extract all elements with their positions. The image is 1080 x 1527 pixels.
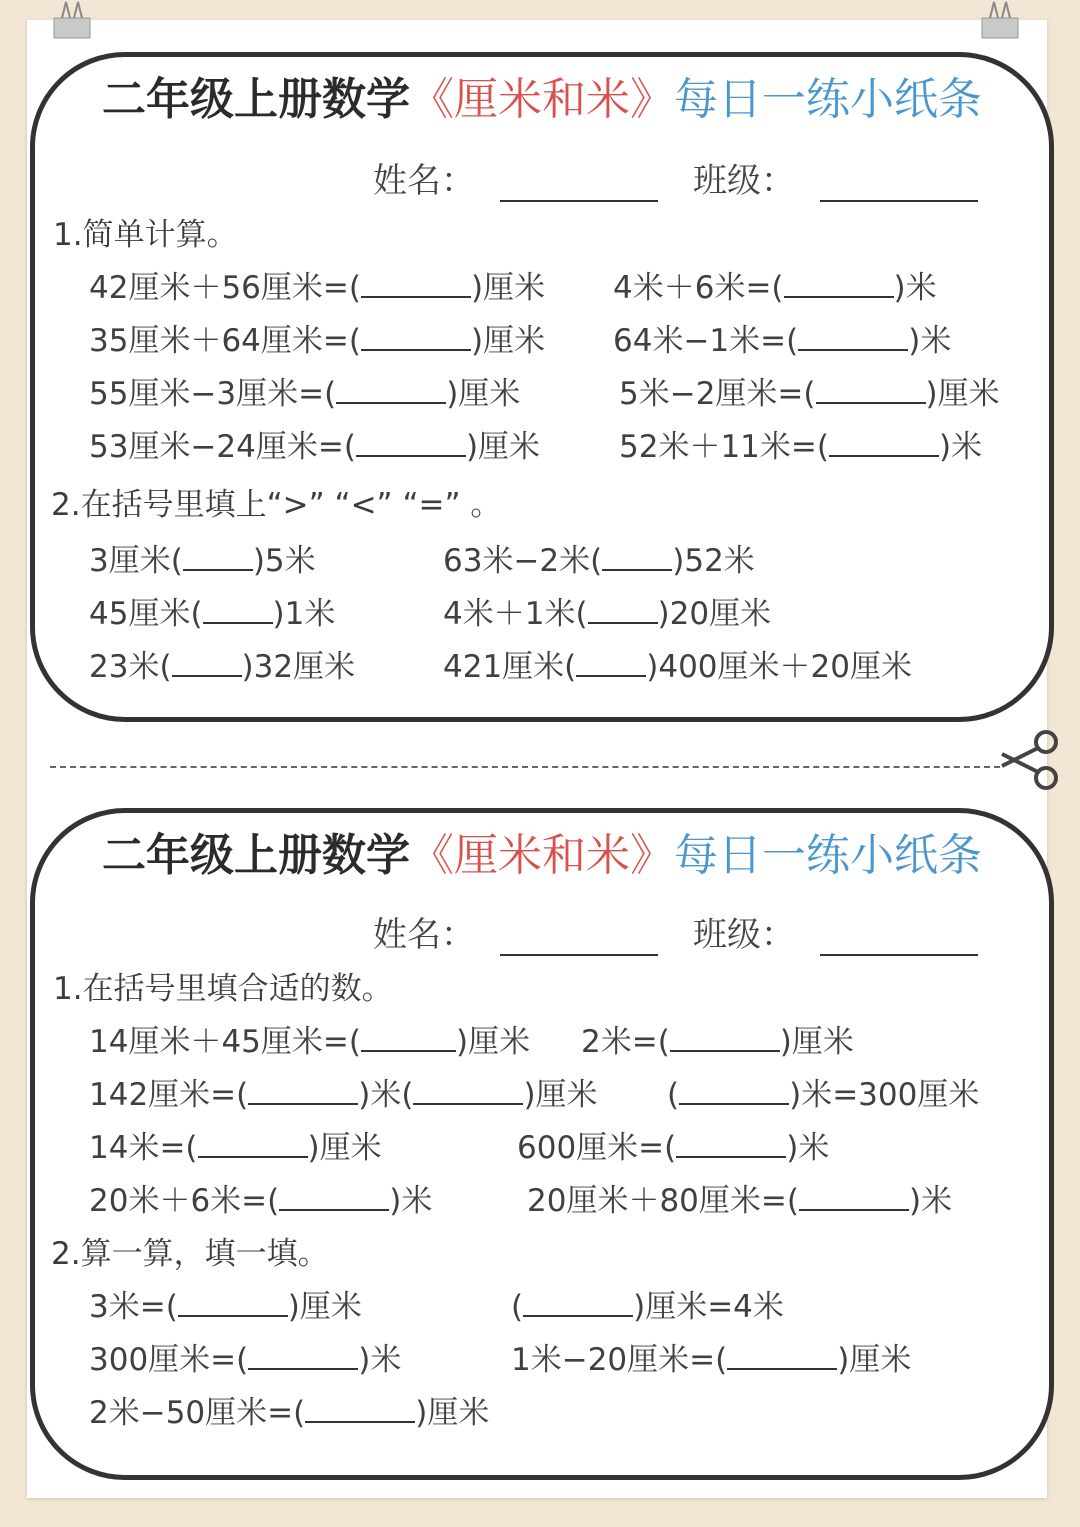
- exercise-item: 300厘米=( )米: [89, 1342, 402, 1378]
- exercise-item: ( )米=300厘米: [667, 1077, 980, 1113]
- answer-blank[interactable]: [198, 1130, 308, 1158]
- question-heading: 2.在括号里填上“>” “<” “=” 。: [51, 487, 502, 523]
- exercise-item: 14厘米＋45厘米=( )厘米: [89, 1024, 531, 1060]
- title-grade: 二年级上册数学: [102, 74, 410, 125]
- answer-blank[interactable]: [248, 1342, 358, 1370]
- exercise-item: 64米−1米=( )米: [613, 323, 952, 359]
- answer-blank[interactable]: [576, 649, 646, 677]
- exercise-item: 142厘米=( )米( )厘米: [89, 1077, 598, 1113]
- answer-blank[interactable]: [798, 323, 908, 351]
- exercise-item: ( )厘米=4米: [511, 1289, 784, 1325]
- exercise-item: 1米−20厘米=( )厘米: [511, 1342, 912, 1378]
- answer-blank[interactable]: [279, 1183, 389, 1211]
- title-daily: 每日一练小纸条: [674, 830, 982, 881]
- answer-blank[interactable]: [356, 429, 466, 457]
- answer-blank[interactable]: [816, 376, 926, 404]
- exercise-item: 45厘米( )1米: [89, 596, 336, 632]
- answer-blank[interactable]: [413, 1077, 523, 1105]
- exercise-item: 5米−2厘米=( )厘米: [619, 376, 1000, 412]
- answer-blank[interactable]: [361, 270, 471, 298]
- answer-blank[interactable]: [676, 1130, 786, 1158]
- class-blank[interactable]: [820, 954, 978, 956]
- answer-blank[interactable]: [602, 543, 672, 571]
- exercise-item: 600厘米=( )米: [517, 1130, 830, 1166]
- exercise-item: 14米=( )厘米: [89, 1130, 382, 1166]
- binder-clip-icon: [52, 0, 92, 40]
- answer-blank[interactable]: [248, 1077, 358, 1105]
- answer-blank[interactable]: [670, 1024, 780, 1052]
- name-label: 姓名：: [373, 915, 475, 955]
- name-blank[interactable]: [500, 200, 658, 202]
- exercise-item: 4米＋6米=( )米: [613, 270, 937, 306]
- title-grade: 二年级上册数学: [102, 830, 410, 881]
- exercise-item: 20米＋6米=( )米: [89, 1183, 433, 1219]
- exercise-item: 23米( )32厘米: [89, 649, 356, 685]
- card-title: [35, 819, 1049, 883]
- exercise-item: 20厘米＋80厘米=( )米: [527, 1183, 953, 1219]
- worksheet-card-2: [30, 808, 1054, 1480]
- question-heading: 1.简单计算。: [53, 217, 238, 253]
- card-title: [35, 63, 1049, 127]
- class-blank[interactable]: [820, 200, 978, 202]
- answer-blank[interactable]: [727, 1342, 837, 1370]
- exercise-item: 55厘米−3厘米=( )厘米: [89, 376, 521, 412]
- binder-clip-icon: [980, 0, 1020, 40]
- answer-blank[interactable]: [336, 376, 446, 404]
- exercise-item: 2米−50厘米=( )厘米: [89, 1395, 490, 1431]
- question-heading: 2.算一算，填一填。: [51, 1236, 329, 1272]
- title-daily: 每日一练小纸条: [674, 74, 982, 125]
- exercise-item: 52米＋11米=( )米: [619, 429, 983, 465]
- answer-blank[interactable]: [305, 1395, 415, 1423]
- title-topic: 《厘米和米》: [410, 830, 674, 881]
- exercise-item: 4米＋1米( )20厘米: [443, 596, 772, 632]
- answer-blank[interactable]: [784, 270, 894, 298]
- exercise-item: 3米=( )厘米: [89, 1289, 362, 1325]
- class-label: 班级：: [693, 915, 795, 955]
- answer-blank[interactable]: [588, 596, 658, 624]
- answer-blank[interactable]: [829, 429, 939, 457]
- answer-blank[interactable]: [523, 1289, 633, 1317]
- answer-blank[interactable]: [172, 649, 242, 677]
- exercise-item: 53厘米−24厘米=( )厘米: [89, 429, 541, 465]
- exercise-item: 42厘米＋56厘米=( )厘米: [89, 270, 546, 306]
- exercise-item: 63米−2米( )52米: [443, 543, 755, 579]
- exercise-item: 2米=( )厘米: [581, 1024, 854, 1060]
- name-label: 姓名：: [373, 161, 475, 201]
- exercise-item: 3厘米( )5米: [89, 543, 316, 579]
- question-heading: 1.在括号里填合适的数。: [53, 971, 393, 1007]
- answer-blank[interactable]: [178, 1289, 288, 1317]
- scissors-icon: [996, 728, 1062, 794]
- answer-blank[interactable]: [183, 543, 253, 571]
- cut-line: [50, 766, 1000, 768]
- answer-blank[interactable]: [799, 1183, 909, 1211]
- worksheet-card-1: [30, 52, 1054, 722]
- exercise-item: 421厘米( )400厘米＋20厘米: [443, 649, 912, 685]
- answer-blank[interactable]: [361, 323, 471, 351]
- exercise-item: 35厘米＋64厘米=( )厘米: [89, 323, 546, 359]
- name-field: [373, 153, 658, 202]
- class-field: [693, 907, 978, 956]
- class-field: [693, 153, 978, 202]
- answer-blank[interactable]: [203, 596, 273, 624]
- name-field: [373, 907, 658, 956]
- answer-blank[interactable]: [679, 1077, 789, 1105]
- title-topic: 《厘米和米》: [410, 74, 674, 125]
- class-label: 班级：: [693, 161, 795, 201]
- answer-blank[interactable]: [361, 1024, 456, 1052]
- name-blank[interactable]: [500, 954, 658, 956]
